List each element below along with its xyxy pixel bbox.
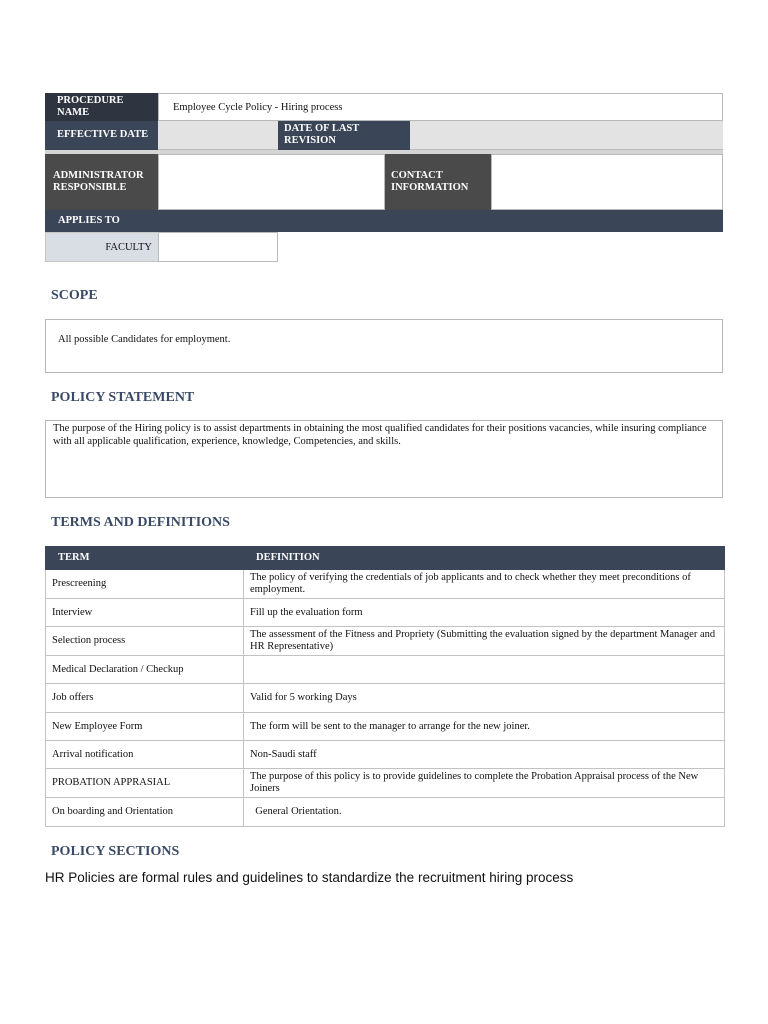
definition-cell: The form will be sent to the manager to arrange for the new joiner. — [244, 713, 725, 741]
date-last-revision-value[interactable] — [410, 121, 723, 150]
definition-cell: Fill up the evaluation form — [244, 599, 725, 627]
date-last-revision-label: DATE OF LAST REVISION — [278, 121, 410, 150]
table-row — [46, 656, 725, 684]
table-row — [46, 599, 725, 627]
definition-cell: The assessment of the Fitness and Propriety (Submitting the evaluation signed by the department Manager and HR Representative) — [244, 627, 725, 656]
table-row — [46, 769, 725, 798]
term-cell: On boarding and Orientation — [46, 798, 244, 827]
terms-table — [45, 546, 725, 827]
definition-column-header: DEFINITION — [244, 547, 725, 570]
scope-text: All possible Candidates for employment. — [58, 334, 231, 345]
definition-cell: The purpose of this policy is to provide guidelines to complete the Probation Appraisal process of the New Joiners — [244, 769, 725, 798]
contact-label: CONTACT INFORMATION — [385, 154, 491, 210]
definition-cell: Valid for 5 working Days — [244, 684, 725, 713]
administrator-value[interactable] — [158, 154, 385, 210]
policy-statement-box — [45, 420, 723, 498]
table-row — [46, 798, 725, 827]
table-row — [46, 741, 725, 769]
policy-statement-text: The purpose of the Hiring policy is to assist departments in obtaining the most qualified candidates for their positions vacancies, while insuring compliance with all applicable qualification, experience, knowledge, Competencies, and skills. — [53, 423, 707, 447]
scope-heading: SCOPE — [51, 288, 98, 303]
procedure-name-label: PROCEDURE NAME — [45, 93, 158, 121]
term-cell: New Employee Form — [46, 713, 244, 741]
scope-box — [45, 319, 723, 373]
terms-header-row — [46, 547, 725, 570]
definition-cell: The policy of verifying the credentials of job applicants and to check whether they meet preconditions of employment. — [244, 570, 725, 599]
policy-sections-heading: POLICY SECTIONS — [51, 844, 180, 859]
definition-cell: Non-Saudi staff — [244, 741, 725, 769]
term-cell: Arrival notification — [46, 741, 244, 769]
terms-heading: TERMS AND DEFINITIONS — [51, 515, 230, 530]
definition-cell — [244, 656, 725, 684]
definition-cell: General Orientation. — [244, 798, 725, 827]
applies-to-label: APPLIES TO — [45, 210, 723, 232]
term-cell: Selection process — [46, 627, 244, 656]
term-cell: Interview — [46, 599, 244, 627]
policy-statement-heading: POLICY STATEMENT — [51, 390, 195, 405]
faculty-value[interactable] — [158, 232, 278, 262]
term-cell: PROBATION APPRASIAL — [46, 769, 244, 798]
administrator-label: ADMINISTRATOR RESPONSIBLE — [45, 154, 158, 210]
effective-date-label: EFFECTIVE DATE — [45, 121, 158, 150]
faculty-label: FACULTY — [45, 232, 158, 262]
term-column-header: TERM — [46, 547, 244, 570]
table-row — [46, 570, 725, 599]
table-row — [46, 684, 725, 713]
effective-date-value[interactable] — [158, 121, 278, 150]
term-cell: Prescreening — [46, 570, 244, 599]
table-row — [46, 627, 725, 656]
procedure-name-value[interactable]: Employee Cycle Policy - Hiring process — [158, 93, 723, 121]
table-row — [46, 713, 725, 741]
contact-value[interactable] — [491, 154, 723, 210]
term-cell: Medical Declaration / Checkup — [46, 656, 244, 684]
term-cell: Job offers — [46, 684, 244, 713]
policy-sections-text: HR Policies are formal rules and guidelines to standardize the recruitment hiring process — [45, 870, 574, 885]
